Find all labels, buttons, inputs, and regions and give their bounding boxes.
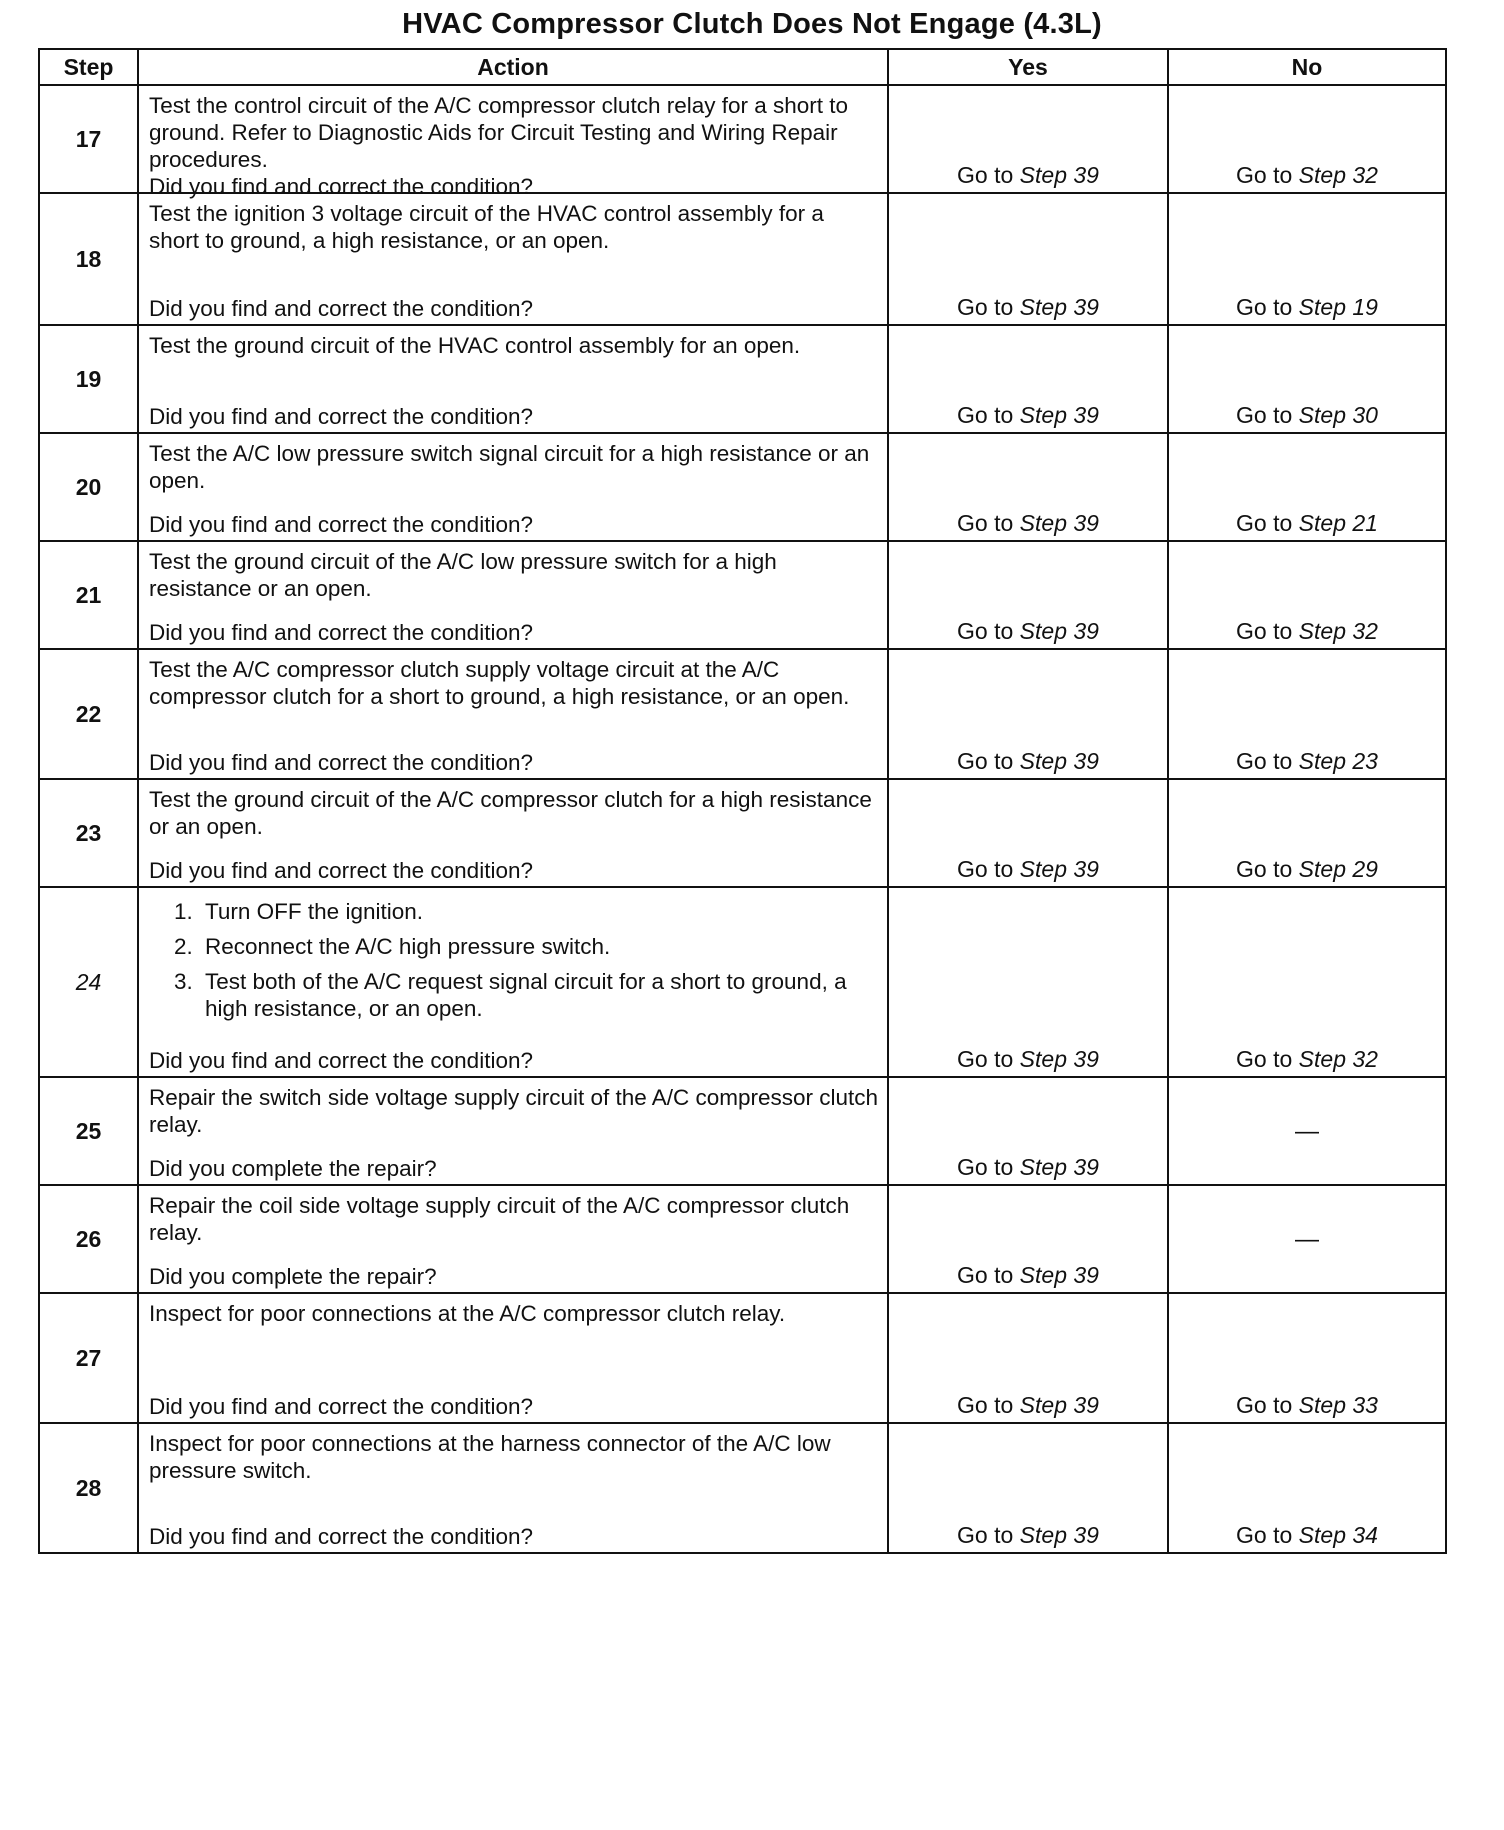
step-number: 22	[39, 649, 138, 779]
action-content	[149, 194, 879, 324]
diagnostic-table	[38, 48, 1447, 1554]
action-question: Did you find and correct the condition?	[149, 404, 533, 429]
action-cell	[138, 85, 888, 199]
table-row	[39, 85, 1446, 193]
table-row	[39, 779, 1446, 887]
page-title: HVAC Compressor Clutch Does Not Engage (4.3L)	[402, 8, 1102, 40]
action-description: Inspect for poor connections at the harness connector of the A/C low pressure switch.	[149, 1431, 831, 1483]
go-to-label: Go to	[957, 1392, 1020, 1418]
go-to-label: Go to	[957, 402, 1020, 428]
action-cell	[138, 541, 888, 649]
step-reference: Step 39	[1019, 618, 1099, 644]
step-reference: Step 39	[1019, 402, 1099, 428]
go-to-label: Go to	[1236, 856, 1299, 882]
step-reference: Step 39	[1019, 748, 1099, 774]
step-reference: Step 21	[1298, 510, 1378, 536]
step-number: 27	[39, 1293, 138, 1423]
go-to-label: Go to	[1236, 510, 1299, 536]
go-to-label: Go to	[957, 748, 1020, 774]
no-result	[1168, 193, 1446, 325]
action-cell	[138, 193, 888, 325]
table-body	[39, 85, 1446, 1553]
action-content	[149, 1294, 879, 1422]
step-reference: Step 39	[1019, 1154, 1099, 1180]
no-result	[1168, 325, 1446, 433]
table-row	[39, 1077, 1446, 1185]
step-reference: Step 30	[1298, 402, 1378, 428]
action-cell	[138, 433, 888, 541]
go-to-label: Go to	[957, 1154, 1020, 1180]
action-description: Test the control circuit of the A/C compressor clutch relay for a short to ground. Refer to Diagnostic Aids for Circuit Testing and Wiring Repair procedures.	[149, 93, 849, 172]
table-row	[39, 887, 1446, 1077]
go-to-label: Go to	[1236, 294, 1299, 320]
action-description	[149, 888, 879, 1030]
action-description: Test the ignition 3 voltage circuit of the HVAC control assembly for a short to ground, a high resistance, or an open.	[149, 201, 824, 253]
action-cell	[138, 325, 888, 433]
no-result	[1168, 649, 1446, 779]
go-to-label: Go to	[1236, 618, 1299, 644]
step-reference: Step 39	[1019, 510, 1099, 536]
go-to-label: Go to	[957, 1522, 1020, 1548]
action-content	[149, 434, 879, 540]
action-cell	[138, 1293, 888, 1423]
step-reference: Step 39	[1019, 856, 1099, 882]
yes-result	[888, 541, 1168, 649]
action-question: Did you complete the repair?	[149, 1264, 437, 1289]
action-description: Repair the coil side voltage supply circuit of the A/C compressor clutch relay.	[149, 1193, 850, 1245]
no-result	[1168, 433, 1446, 541]
action-step-item: 3. Test both of the A/C request signal circuit for a short to ground, a high resistance, or an open.	[199, 968, 879, 1022]
step-reference: Step 32	[1298, 1046, 1378, 1072]
table-row	[39, 1185, 1446, 1293]
action-content	[149, 888, 879, 1076]
table-row	[39, 541, 1446, 649]
yes-result	[888, 1077, 1168, 1185]
action-description: Test the A/C low pressure switch signal circuit for a high resistance or an open.	[149, 441, 870, 493]
action-description: Test the ground circuit of the A/C compressor clutch for a high resistance or an open.	[149, 787, 872, 839]
action-question: Did you find and correct the condition?	[149, 296, 533, 321]
step-reference: Step 19	[1298, 294, 1378, 320]
action-description: Test the ground circuit of the HVAC control assembly for an open.	[149, 333, 801, 358]
step-reference: Step 23	[1298, 748, 1378, 774]
header-step: Step	[39, 49, 138, 85]
step-number: 19	[39, 325, 138, 433]
action-question: Did you find and correct the condition?	[149, 858, 533, 883]
go-to-label: Go to	[1236, 162, 1299, 188]
no-result	[1168, 541, 1446, 649]
action-question: Did you find and correct the condition?	[149, 750, 533, 775]
yes-result	[888, 1423, 1168, 1553]
yes-result	[888, 85, 1168, 193]
step-reference: Step 29	[1298, 856, 1378, 882]
step-reference: Step 34	[1298, 1522, 1378, 1548]
step-reference: Step 39	[1019, 162, 1099, 188]
step-number: 20	[39, 433, 138, 541]
action-description: Test the A/C compressor clutch supply voltage circuit at the A/C compressor clutch for a short to ground, a high resistance, or an open.	[149, 657, 850, 709]
header-no: No	[1168, 49, 1446, 85]
action-question: Did you find and correct the condition?	[149, 1524, 533, 1549]
step-reference: Step 39	[1019, 1392, 1099, 1418]
step-number: 28	[39, 1423, 138, 1553]
action-description: Test the ground circuit of the A/C low pressure switch for a high resistance or an open.	[149, 549, 777, 601]
step-number: 21	[39, 541, 138, 649]
go-to-label: Go to	[957, 1262, 1020, 1288]
go-to-label: Go to	[1236, 402, 1299, 428]
yes-result	[888, 433, 1168, 541]
action-question: Did you complete the repair?	[149, 1156, 437, 1181]
no-result	[1168, 85, 1446, 193]
step-reference: Step 39	[1019, 1046, 1099, 1072]
table-row	[39, 433, 1446, 541]
go-to-label: Go to	[957, 618, 1020, 644]
go-to-label: Go to	[1236, 748, 1299, 774]
action-question: Did you find and correct the condition?	[149, 1048, 533, 1073]
step-reference: Step 39	[1019, 1262, 1099, 1288]
action-question: Did you find and correct the condition?	[149, 1394, 533, 1419]
action-content	[149, 1078, 879, 1184]
action-question: Did you find and correct the condition?	[149, 512, 533, 537]
table-row	[39, 649, 1446, 779]
table-row	[39, 193, 1446, 325]
no-result: —	[1168, 1185, 1446, 1293]
action-cell	[138, 1423, 888, 1553]
action-cell	[138, 1077, 888, 1185]
go-to-label: Go to	[957, 162, 1020, 188]
table-row	[39, 325, 1446, 433]
action-description: Repair the switch side voltage supply circuit of the A/C compressor clutch relay.	[149, 1085, 879, 1137]
go-to-label: Go to	[957, 1046, 1020, 1072]
action-content	[149, 780, 879, 886]
table-row	[39, 1423, 1446, 1553]
action-cell	[138, 1185, 888, 1293]
step-number: 25	[39, 1077, 138, 1185]
step-reference: Step 39	[1019, 294, 1099, 320]
action-description: Inspect for poor connections at the A/C compressor clutch relay.	[149, 1301, 786, 1326]
go-to-label: Go to	[957, 510, 1020, 536]
table-row	[39, 1293, 1446, 1423]
yes-result	[888, 887, 1168, 1077]
no-result	[1168, 1423, 1446, 1553]
header-action: Action	[138, 49, 888, 85]
step-number: 23	[39, 779, 138, 887]
action-question: Did you find and correct the condition?	[149, 174, 533, 199]
step-number: 26	[39, 1185, 138, 1293]
step-number: 18	[39, 193, 138, 325]
action-steps-list	[149, 898, 879, 1022]
step-reference: Step 32	[1298, 618, 1378, 644]
header-yes: Yes	[888, 49, 1168, 85]
yes-result	[888, 779, 1168, 887]
go-to-label: Go to	[1236, 1522, 1299, 1548]
yes-result	[888, 193, 1168, 325]
no-result	[1168, 887, 1446, 1077]
no-result	[1168, 1293, 1446, 1423]
action-content	[149, 1424, 879, 1552]
header-row	[39, 49, 1446, 85]
yes-result	[888, 1185, 1168, 1293]
step-reference: Step 32	[1298, 162, 1378, 188]
go-to-label: Go to	[1236, 1046, 1299, 1072]
action-cell	[138, 649, 888, 779]
action-step-item: 1. Turn OFF the ignition.	[199, 898, 879, 925]
action-cell	[138, 887, 888, 1077]
action-content	[149, 326, 879, 432]
action-step-item: 2. Reconnect the A/C high pressure switch.	[199, 933, 879, 960]
no-result: —	[1168, 1077, 1446, 1185]
action-content	[149, 542, 879, 648]
step-reference: Step 33	[1298, 1392, 1378, 1418]
yes-result	[888, 325, 1168, 433]
step-number: 17	[39, 85, 138, 193]
go-to-label: Go to	[957, 294, 1020, 320]
go-to-label: Go to	[1236, 1392, 1299, 1418]
step-reference: Step 39	[1019, 1522, 1099, 1548]
action-question: Did you find and correct the condition?	[149, 620, 533, 645]
step-number: 24	[39, 887, 138, 1077]
yes-result	[888, 1293, 1168, 1423]
action-cell	[138, 779, 888, 887]
action-content	[149, 1186, 879, 1292]
action-content	[149, 86, 879, 199]
action-content	[149, 650, 879, 778]
no-result	[1168, 779, 1446, 887]
yes-result	[888, 649, 1168, 779]
go-to-label: Go to	[957, 856, 1020, 882]
